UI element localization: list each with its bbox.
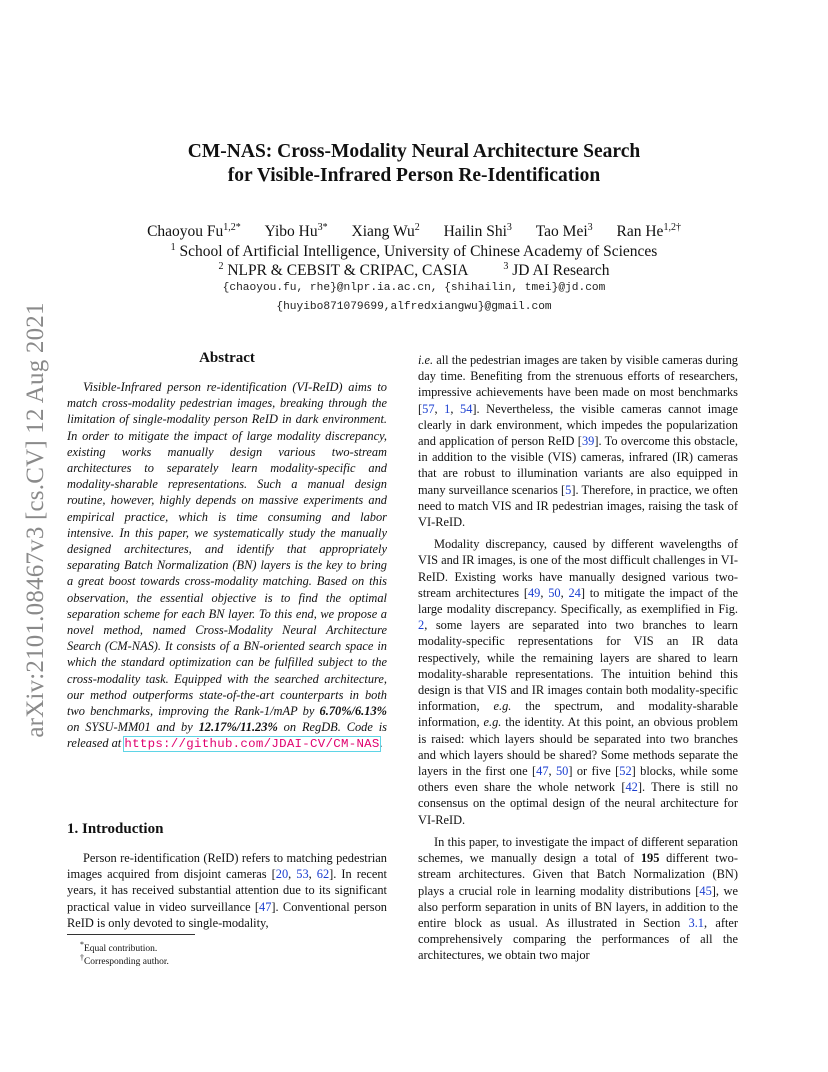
citation-link[interactable]: 5 — [565, 482, 572, 497]
citation-link[interactable]: 52 — [619, 764, 632, 779]
section-heading-introduction: 1. Introduction — [67, 821, 164, 837]
title-line-2: for Visible-Infrared Person Re-Identification — [227, 165, 601, 186]
paragraph: In this paper, to investigate the impact of different separation schemes, we manually design a total of 195 different two-stream architectures. Given that Batch Normalization (BN) plays a crucial role in learning modality distributions [45], we also perform separation in units of BN layers, in addition to the entire block as usual. As illustrated in Section 3.1, after comprehensively comparing the performances of all the architectures, we obtain two major — [418, 834, 739, 963]
citation-link[interactable]: 57 — [422, 401, 435, 416]
email-line-1: {chaoyou.fu, rhe}@nlpr.ia.ac.cn, {shihailin, tmei}@jd.com — [222, 282, 606, 294]
email-line-2: {huyibo871079699,alfredxiangwu}@gmail.com — [276, 301, 552, 313]
abstract-body: Visible-Infrared person re-identification (VI-ReID) aims to match cross-modality pedestrian images, breaking through the limitation of single-modality person ReID in dark environment. In order to mitigate the impact of large modality discrepancy, existing works manually design various two-stream architectures to separately learn modality-specific and modality-sharable representations. Such a manual design routine, however, highly depends on massive experiments and empirical practice, which is time consuming and labor intensive. In this paper, we systematically study the manually designed architectures, and identify that appropriately separating Batch Normalization (BN) layers is the key to bring a great boost towards cross-modality matching. Based on this observation, the essential objective is to find the optimal separation scheme for each BN layer. To this end, we propose a novel method, named Cross-Modality Neural Architecture Search (CM-NAS). It consists of a BN-oriented search space in which the standard optimization can be fulfilled subject to the cross-modality task. Equipped with the searched architecture, our method outperforms state-of-the-art counterparts in both two benchmarks, improving the Rank-1/mAP by 6.70%/6.13% on SYSU-MM01 and by 12.17%/11.23% on RegDB. Code is released at https://github.com/JDAI-CV/CM-NAS. — [67, 380, 388, 752]
author: Ran $He^{1,2\dagger}$ — [616, 222, 681, 241]
citation-link[interactable]: 62 — [316, 867, 330, 882]
citation-link[interactable]: 24 — [568, 585, 581, 600]
affiliation-2-3: $^2$ NLPR & CEBSIT & CRIPAC, CASIA $^3$ JD AI Research — [218, 261, 610, 280]
citation-link[interactable]: 54 — [460, 401, 473, 416]
citation-link[interactable]: 45 — [699, 883, 712, 898]
citation-link[interactable]: 1 — [444, 401, 451, 416]
citation-link[interactable]: 50 — [555, 764, 569, 779]
author: Xiang Wu$^2$ — [351, 222, 420, 241]
title-line-1: CM-NAS: Cross-Modality Neural Architecture Search — [187, 141, 641, 162]
footnote-rule — [67, 934, 195, 935]
section-link[interactable]: 3.1 — [688, 915, 704, 930]
author: Tao Mei$^3$ — [535, 222, 593, 241]
paragraph: Modality discrepancy, caused by different wavelengths of VIS and IR images, is one of the most difficult challenges in VI-ReID. Existing works have manually designed various two-stream architectures [49, 50, 24] to mitigate the impact of the large modality discrepancy. Specifically, as exemplified in Fig. 2, some layers are separated into two branches to learn modality-specific representations for VIS an IR data respectively, while the remaining layers are shared to learn modality-sharable representations. The intuition behind this design is that VIS and IR images contain both modality-specific information, e.g. the spectrum, and modality-sharable information, e.g. the identity. At this point, an obvious problem is raised: which layers should be separated into two branches and which layers should be shared? Some methods separate the layers in the first one [47, 50] or five [52] blocks, while some others even share the whole network [42]. There is still no consensus on the optimal design of the neural architecture for VI-ReID. — [418, 537, 739, 827]
code-link[interactable]: https://github.com/JDAI-CV/CM-NAS — [124, 737, 380, 752]
citation-link[interactable]: 20 — [275, 867, 289, 882]
footnote-equal-contribution: *Equal contribution. — [80, 940, 158, 955]
author: Hailin Shi$^3$ — [443, 222, 512, 241]
citation-link[interactable]: 47 — [536, 764, 549, 779]
footnote-corresponding-author: †Corresponding author. — [80, 953, 169, 968]
figure-link[interactable]: 2 — [418, 618, 425, 633]
author: Chaoyou $Fu^{1,2*}$ — [147, 222, 241, 241]
citation-link[interactable]: 42 — [625, 780, 638, 795]
citation-link[interactable]: 47 — [259, 899, 272, 914]
right-column — [418, 352, 738, 964]
abstract-heading: Abstract — [199, 350, 255, 366]
citation-link[interactable]: 53 — [296, 867, 309, 882]
citation-link[interactable]: 50 — [548, 585, 561, 600]
author: Yibo $Hu^{3*}$ — [264, 222, 328, 241]
citation-link[interactable]: 49 — [527, 585, 541, 600]
paragraph: i.e. all the pedestrian images are taken by visible cameras during day time. Benefiting from the strenuous efforts of researchers, impressive achievements have been made on most benchmarks [57, 1, 54]. Nevertheless, the visible cameras cannot image clearly in dark environment, which impedes the popularization and application of person ReID [39]. To overcome this obstacle, in addition to the visible (VIS) cameras, infrared (IR) cameras that are robust to illumination variants are also equipped in many surveillance scenarios [5]. Therefore, in practice, we often need to match VIS and IR pedestrian images, raising the task of VI-ReID. — [418, 353, 739, 530]
paper-title — [0, 140, 828, 188]
arxiv-stamp: arXiv:2101.08467v3 [cs.CV] 12 Aug 2021 — [22, 302, 49, 738]
citation-link[interactable]: 39 — [581, 434, 595, 449]
introduction-paragraph: Person re-identification (ReID) refers to matching pedestrian images acquired from disjoint cameras [20, 53, 62]. In recent years, it has received substantial attention due to its significant practical value in video surveillance [47]. Conventional person ReID is only devoted to single-modality, — [67, 851, 387, 930]
affiliation-1: $^1$ School of Artificial Intelligence, University of Chinese Academy of Sciences — [170, 242, 658, 261]
